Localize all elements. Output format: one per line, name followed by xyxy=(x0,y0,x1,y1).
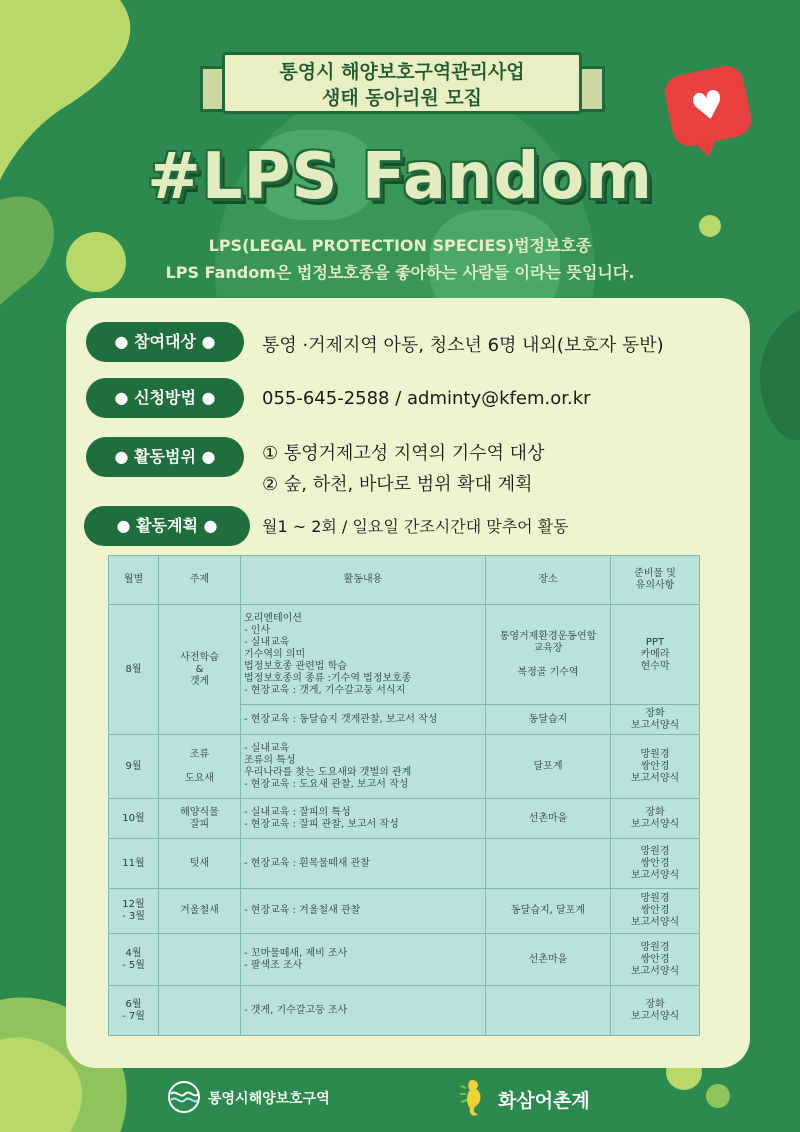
wave-logo-icon xyxy=(166,1080,202,1114)
cell-prep: 장화 보고서양식 xyxy=(611,705,700,735)
table-row xyxy=(109,934,700,986)
cell-content: - 실내교육 : 잘피의 특성 - 현장교육 : 잘피 관찰, 보고서 작성 xyxy=(241,799,486,839)
cell-content: - 실내교육 조류의 특성 우리나라를 찾는 도요새와 갯벌의 관계 - 현장교육 : 도요새 관찰, 보고서 작성 xyxy=(241,735,486,799)
cell-topic xyxy=(159,934,241,986)
label-activity-plan: ● 활동계획 ● xyxy=(84,506,250,546)
cell-topic: 사전학습 & 갯게 xyxy=(159,605,241,735)
cell-month: 4월 - 5월 xyxy=(109,934,159,986)
cell-place: 달포계 xyxy=(486,735,611,799)
cell-place: 통영거제환경운동연합 교육장 복정골 기수역 xyxy=(486,605,611,705)
cell-month: 12월 - 3월 xyxy=(109,889,159,934)
subtitle-1: LPS(LEGAL PROTECTION SPECIES)법정보호종 xyxy=(208,236,592,255)
table-header-row xyxy=(109,556,700,605)
header-prep: 준비물 및 유의사항 xyxy=(611,556,700,605)
cell-place: 선촌마을 xyxy=(486,799,611,839)
banner-line-1: 통영시 해양보호구역관리사업 xyxy=(279,61,525,83)
cell-place xyxy=(486,839,611,889)
cell-topic: 조류 도요새 xyxy=(159,735,241,799)
cell-month: 8월 xyxy=(109,605,159,735)
cell-prep: 망원경 쌍안경 보고서양식 xyxy=(611,889,700,934)
cell-prep: 망원경 쌍안경 보고서양식 xyxy=(611,934,700,986)
cell-place: 선촌마을 xyxy=(486,934,611,986)
cell-place: 동달습지 xyxy=(486,705,611,735)
table-row xyxy=(109,986,700,1036)
footer-org-1: 통영시해양보호구역 xyxy=(208,1091,330,1107)
cell-prep: PPT 카메라 현수막 xyxy=(611,605,700,705)
heart-icon: ♥ xyxy=(686,80,730,132)
cell-topic: 텃새 xyxy=(159,839,241,889)
participants-text: 통영 ·거제지역 아동, 청소년 6명 내외(보호자 동반) xyxy=(262,335,664,356)
cell-topic: 해양식물 잘피 xyxy=(159,799,241,839)
cell-prep: 망원경 쌍안경 보고서양식 xyxy=(611,735,700,799)
cell-content: - 꼬마물떼새, 제비 조사 - 팔색조 조사 xyxy=(241,934,486,986)
activity-plan-text: 월1 ~ 2회 / 일요일 간조시간대 맞추어 활동 xyxy=(262,517,569,536)
label-participants: ● 참여대상 ● xyxy=(86,322,244,362)
table-row xyxy=(109,605,700,705)
header-banner xyxy=(222,52,582,114)
cell-topic: 겨울철새 xyxy=(159,889,241,934)
label-activity-scope: ● 활동범위 ● xyxy=(86,437,244,477)
cell-month: 6월 - 7월 xyxy=(109,986,159,1036)
label-apply-method: ● 신청방법 ● xyxy=(86,378,244,418)
cell-content: - 현장교육 : 흰목물떼새 관찰 xyxy=(241,839,486,889)
activity-scope-line-2: ② 숲, 하천, 바다로 범위 확대 계획 xyxy=(262,474,533,495)
cell-place xyxy=(486,986,611,1036)
header-topic: 주제 xyxy=(159,556,241,605)
cell-content: - 갯게, 기수갈고둥 조사 xyxy=(241,986,486,1036)
schedule-table xyxy=(108,555,700,1036)
table-row xyxy=(109,839,700,889)
cell-prep: 장화 보고서양식 xyxy=(611,799,700,839)
table-row xyxy=(109,889,700,934)
page-title: #LPS Fandom xyxy=(147,140,653,214)
cell-prep: 망원경 쌍안경 보고서양식 xyxy=(611,839,700,889)
apply-method-text: 055-645-2588 / adminty@kfem.or.kr xyxy=(262,388,591,409)
header-month: 월별 xyxy=(109,556,159,605)
subtitle-2: LPS Fandom은 법정보호종을 좋아하는 사람들 이라는 뜻입니다. xyxy=(165,263,635,282)
cell-month: 10월 xyxy=(109,799,159,839)
banner-line-2: 생태 동아리원 모집 xyxy=(321,87,483,109)
seahorse-logo-icon xyxy=(458,1076,488,1120)
activity-scope-line-1: ① 통영거제고성 지역의 기수역 대상 xyxy=(262,443,545,464)
cell-content: - 현장교육 : 동달습지 갯게관찰, 보고서 작성 xyxy=(241,705,486,735)
footer-org-2: 화삼어촌계 xyxy=(498,1090,590,1112)
header-content: 활동내용 xyxy=(241,556,486,605)
header-place: 장소 xyxy=(486,556,611,605)
cell-prep: 장화 보고서양식 xyxy=(611,986,700,1036)
table-row xyxy=(109,735,700,799)
cell-content: - 현장교육 : 겨울철새 관찰 xyxy=(241,889,486,934)
cell-month: 11월 xyxy=(109,839,159,889)
table-row xyxy=(109,799,700,839)
cell-month: 9월 xyxy=(109,735,159,799)
cell-topic xyxy=(159,986,241,1036)
cell-place: 동달습지, 달포계 xyxy=(486,889,611,934)
cell-content: 오리엔테이션 - 인사 - 실내교육 기수역의 의미 법정보호종 관련법 학습 법정보호종의 종류 :기수역 법정보호종 - 현장교육 : 갯게, 기수갈고둥 서식지 xyxy=(241,605,486,705)
